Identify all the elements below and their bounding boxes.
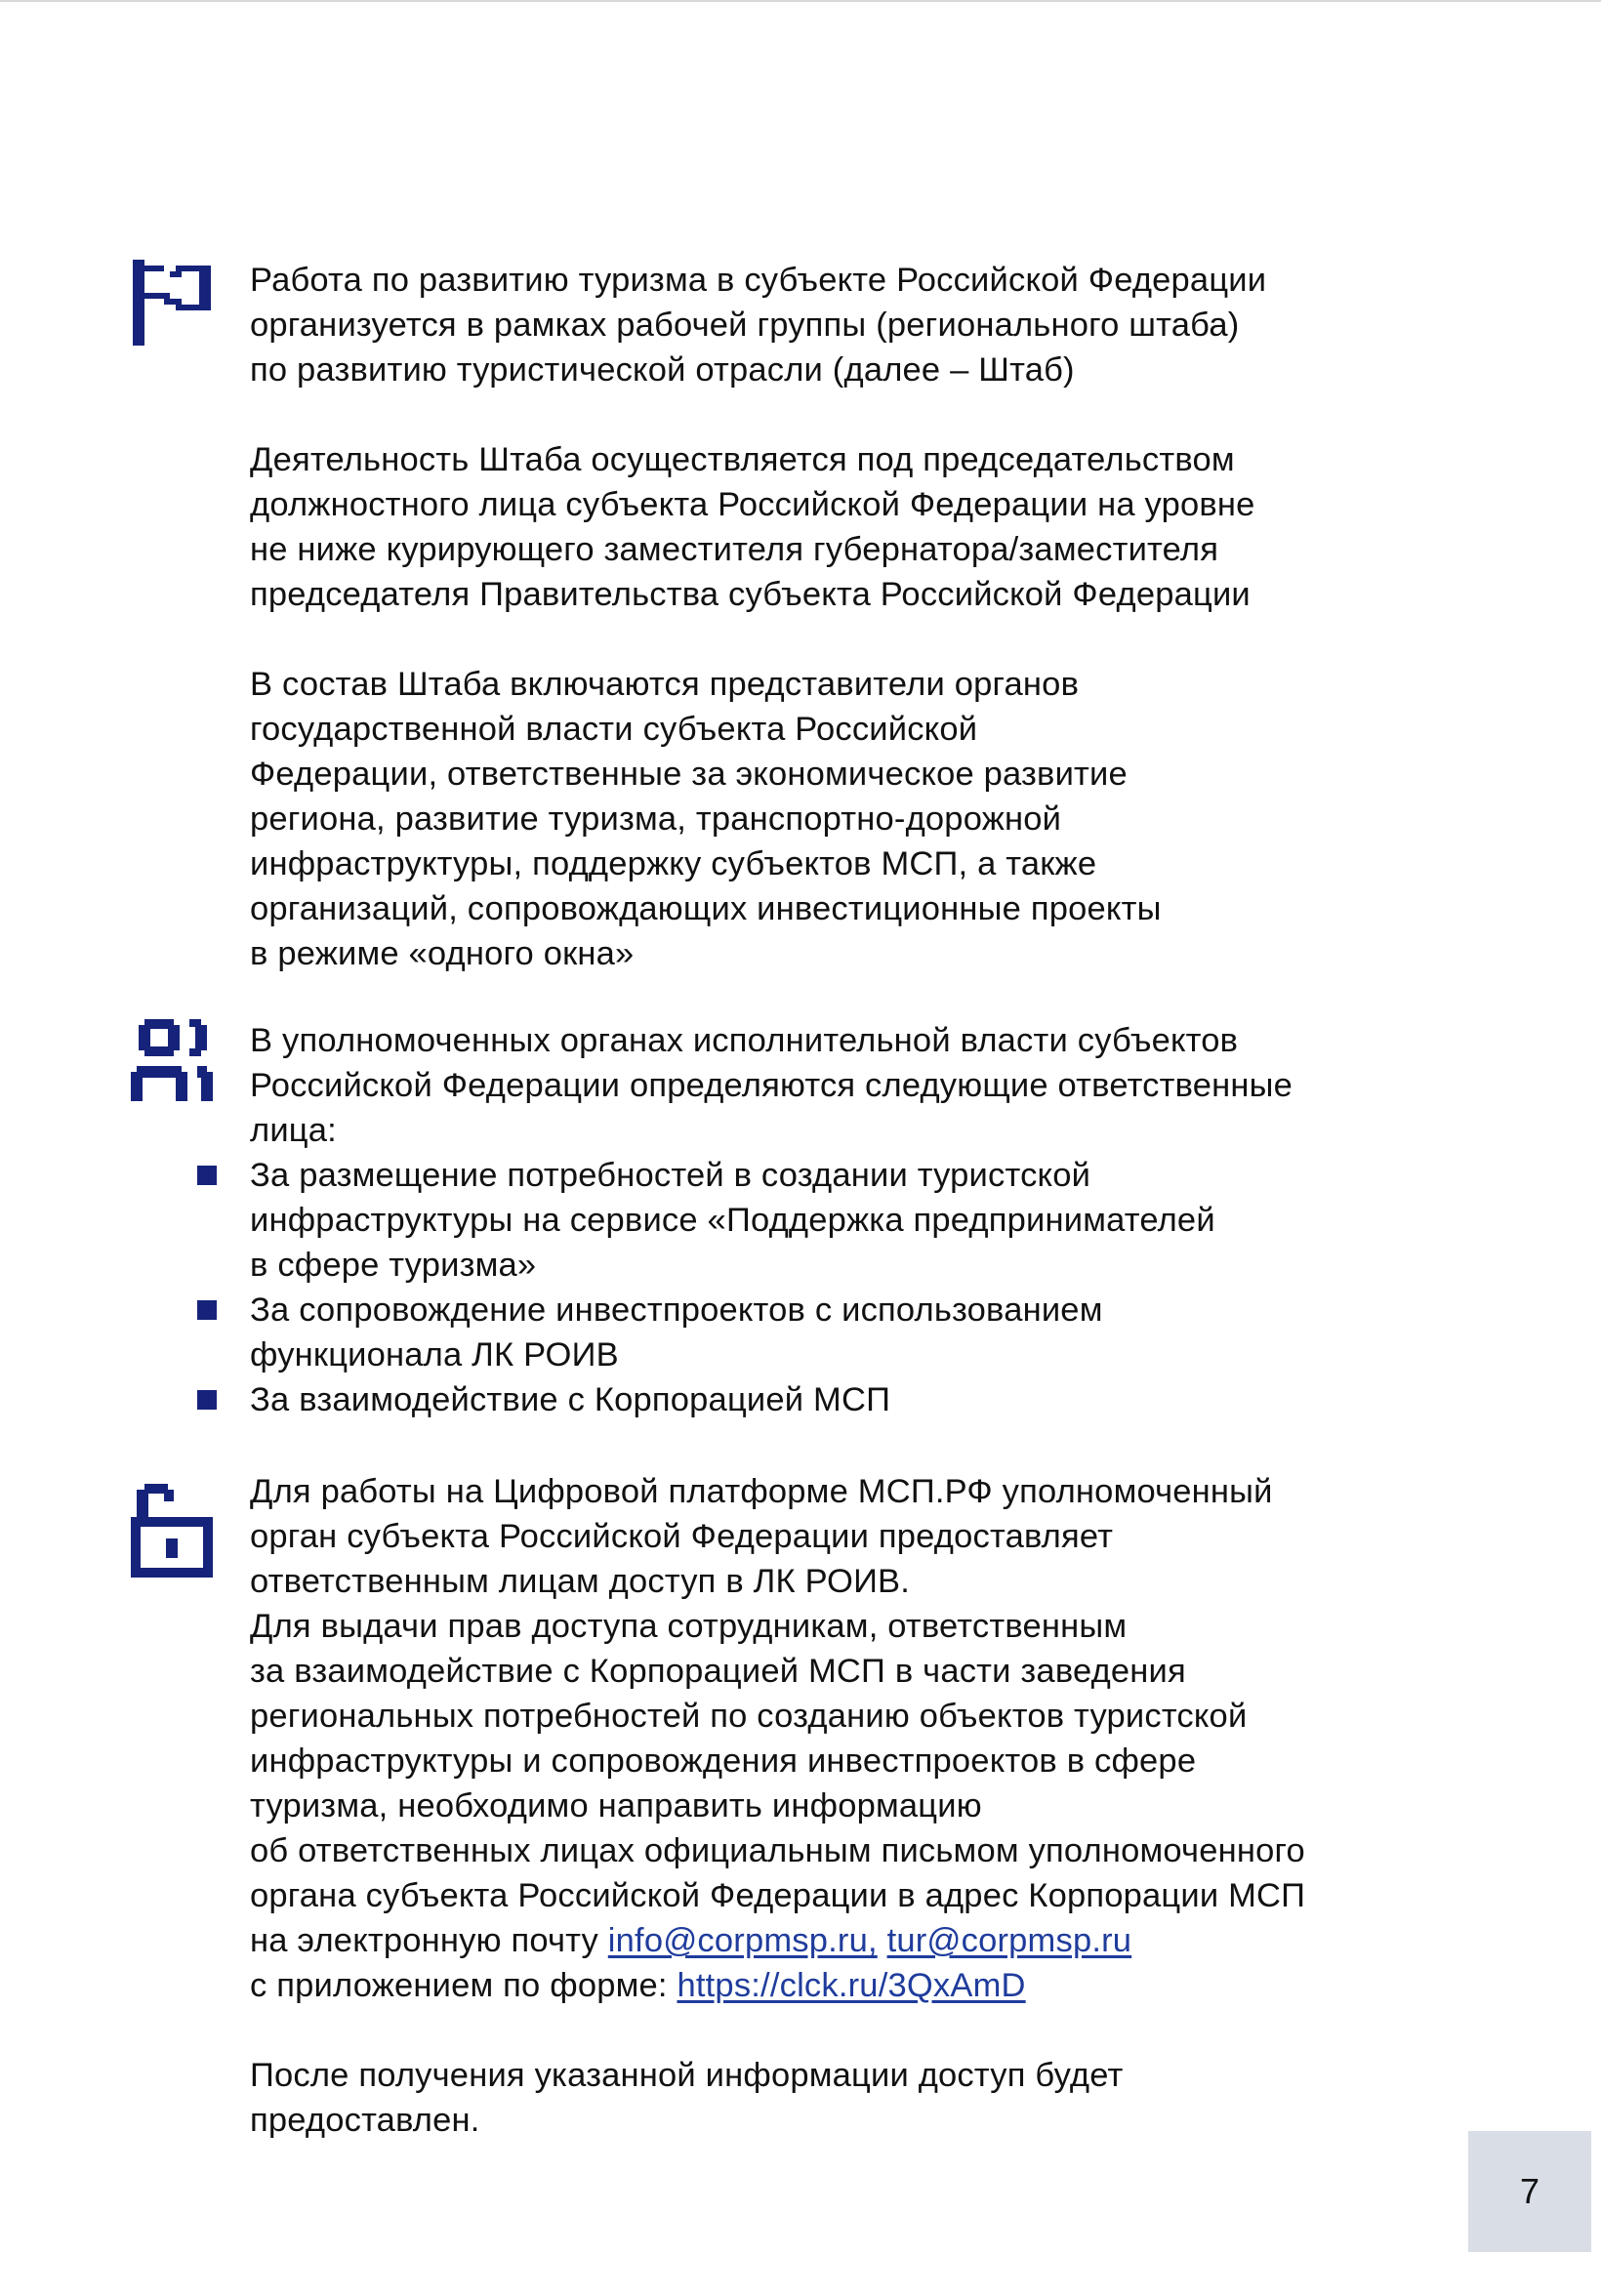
text-line: За размещение потребностей в создании туристской [250, 1157, 1091, 1194]
form-line [250, 1963, 1470, 2008]
paragraph [250, 258, 1470, 392]
paragraph [250, 1469, 1470, 2008]
text-line: орган субъекта Российской Федерации предоставляет [250, 1518, 1114, 1555]
text-line: Федерации, ответственные за экономическое развитие [250, 756, 1128, 793]
form-line-prefix: с приложением по форме: [250, 1967, 677, 2004]
form-link[interactable]: https://clck.ru/3QxAmD [677, 1967, 1026, 2004]
email-link-tur[interactable]: tur@corpmsp.ru [886, 1922, 1132, 1959]
text-line: Работа по развитию туризма в субъекте Российской Федерации [250, 262, 1267, 299]
text-line: в режиме «одного окна» [250, 935, 635, 972]
square-bullet-icon [197, 1390, 217, 1410]
text-line: В состав Штаба включаются представители органов [250, 666, 1080, 703]
email-link-info[interactable]: info@corpmsp.ru, [607, 1922, 878, 1959]
text-line: региональных потребностей по созданию объектов туристской [250, 1698, 1248, 1735]
text-line: За сопровождение инвестпроектов с использованием [250, 1292, 1103, 1329]
text-line: председателя Правительства субъекта Российской Федерации [250, 576, 1251, 613]
paragraph [250, 1018, 1470, 1153]
section-responsible-persons-text [250, 1018, 1470, 1422]
page-number [1468, 2131, 1591, 2252]
paragraph [250, 2053, 1470, 2143]
text-line: инфраструктуры на сервисе «Поддержка предпринимателей [250, 1202, 1215, 1239]
text-line: Деятельность Штаба осуществляется под председательством [250, 441, 1235, 478]
page-top-edge [0, 0, 1601, 2]
text-line: функционала ЛК РОИВ [250, 1336, 619, 1374]
unlock-icon [125, 1484, 219, 1578]
text-line: региона, развитие туризма, транспортно-дорожной [250, 800, 1062, 838]
square-bullet-icon [197, 1300, 217, 1320]
text-line: в сфере туризма» [250, 1247, 537, 1284]
email-line-prefix: на электронную почту [250, 1922, 608, 1959]
text-line: по развитию туристической отрасли (далее – Штаб) [250, 351, 1075, 389]
list-item [250, 1377, 1470, 1422]
text-line: предоставлен. [250, 2102, 480, 2139]
text-line: Для работы на Цифровой платформе МСП.РФ уполномоченный [250, 1473, 1273, 1510]
text-line: ответственным лицам доступ в ЛК РОИВ. [250, 1563, 911, 1600]
email-line [250, 1918, 1470, 1963]
list-item [250, 1153, 1470, 1288]
text-line: За взаимодействие с Корпорацией МСП [250, 1381, 891, 1418]
section-access-text [250, 1469, 1470, 2143]
square-bullet-icon [197, 1166, 217, 1185]
text-line: организуется в рамках рабочей группы (регионального штаба) [250, 307, 1240, 344]
page-number-label: 7 [1519, 2171, 1540, 2211]
responsibility-list [250, 1153, 1470, 1422]
text-line: В уполномоченных органах исполнительной власти субъектов [250, 1022, 1239, 1059]
text-line: инфраструктуры и сопровождения инвестпроектов в сфере [250, 1742, 1197, 1780]
email-separator [878, 1922, 887, 1959]
text-line: инфраструктуры, поддержку субъектов МСП, а также [250, 845, 1097, 882]
flag-icon [125, 252, 219, 346]
text-line: за взаимодействие с Корпорацией МСП в части заведения [250, 1653, 1186, 1690]
text-line: Российской Федерации определяются следующие ответственные [250, 1067, 1293, 1104]
text-line: После получения указанной информации доступ будет [250, 2057, 1124, 2094]
text-line: государственной власти субъекта Российской [250, 711, 978, 748]
text-line: туризма, необходимо направить информацию [250, 1787, 982, 1824]
paragraph [250, 662, 1470, 976]
text-line: об ответственных лицах официальным письмом уполномоченного [250, 1832, 1305, 1869]
section-headquarters-text [250, 258, 1470, 976]
text-line: лица: [250, 1112, 337, 1149]
text-line: должностного лица субъекта Российской Федерации на уровне [250, 486, 1255, 523]
text-line: органа субъекта Российской Федерации в адрес Корпорации МСП [250, 1877, 1306, 1914]
text-line: Для выдачи прав доступа сотрудникам, ответственным [250, 1608, 1128, 1645]
paragraph [250, 437, 1470, 617]
list-item [250, 1288, 1470, 1377]
text-line: не ниже курирующего заместителя губернатора/заместителя [250, 531, 1219, 568]
users-icon [125, 1013, 219, 1107]
text-line: организаций, сопровождающих инвестиционные проекты [250, 890, 1162, 927]
